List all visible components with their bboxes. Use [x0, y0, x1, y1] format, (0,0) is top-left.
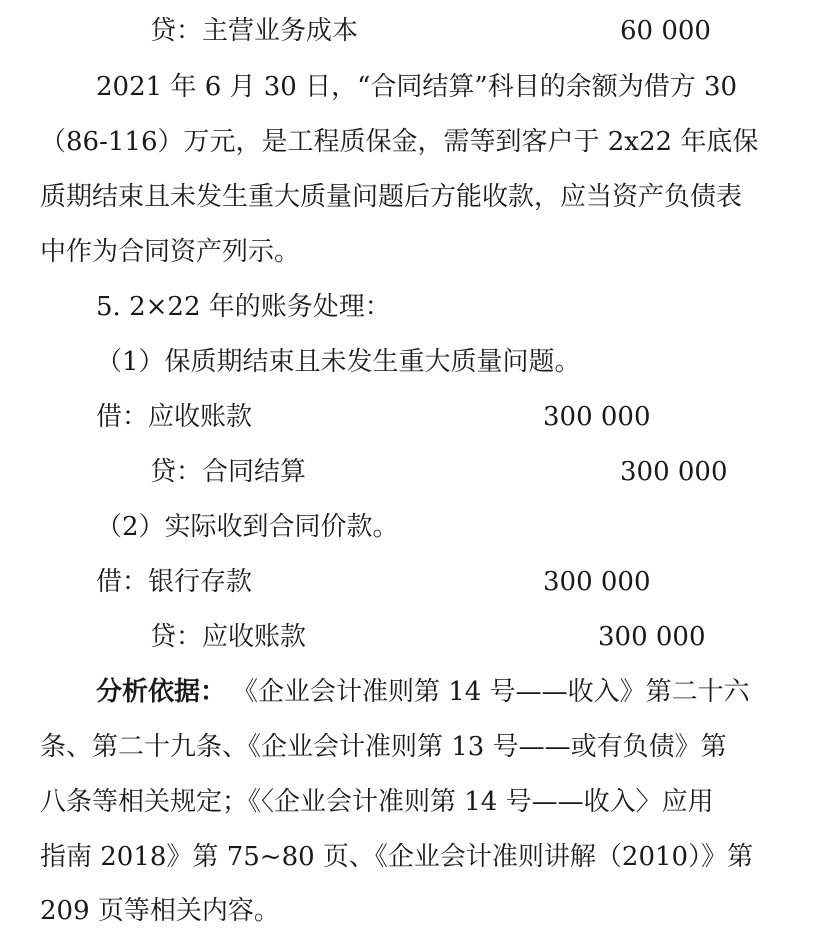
basis-label: 分析依据： [96, 677, 227, 707]
basis-line: 八条等相关规定；《〈企业会计准则第 14 号——收入〉应用 [40, 787, 714, 817]
paragraph-line: 2021 年 6 月 30 日，“合同结算”科目的余额为借方 30 [96, 72, 738, 102]
credit-line-label: 贷：主营业务成本 [150, 16, 359, 46]
credit-line-label: 贷：应收账款 [150, 622, 307, 652]
paragraph-line: 质期结束且未发生重大质量问题后方能收款，应当资产负债表 [40, 182, 743, 212]
debit-line-amount: 300 000 [543, 567, 651, 597]
basis-line: 指南 2018》第 75~80 页、《企业会计准则讲解（2010）》第 [40, 842, 754, 872]
debit-line-amount: 300 000 [543, 402, 651, 432]
debit-line-label: 借：应收账款 [96, 402, 253, 432]
credit-line-label: 贷：合同结算 [150, 457, 307, 487]
paragraph-line: 中作为合同资产列示。 [40, 237, 301, 267]
step-heading: （2）实际收到合同价款。 [96, 512, 399, 542]
debit-line-label: 借：银行存款 [96, 567, 253, 597]
section-heading: 5. 2×22 年的账务处理： [96, 292, 391, 322]
credit-line-amount: 60 000 [620, 16, 711, 46]
basis-line: 条、第二十九条、《企业会计准则第 13 号——或有负债》第 [40, 732, 727, 762]
paragraph-line: （86-116）万元，是工程质保金，需等到客户于 2x22 年底保 [40, 127, 759, 157]
basis-line: 209 页等相关内容。 [40, 896, 280, 926]
credit-line-amount: 300 000 [620, 457, 728, 487]
credit-line-amount: 300 000 [598, 622, 706, 652]
basis-line: 《企业会计准则第 14 号——收入》第二十六 [232, 677, 750, 707]
step-heading: （1）保质期结束且未发生重大质量问题。 [96, 347, 581, 377]
